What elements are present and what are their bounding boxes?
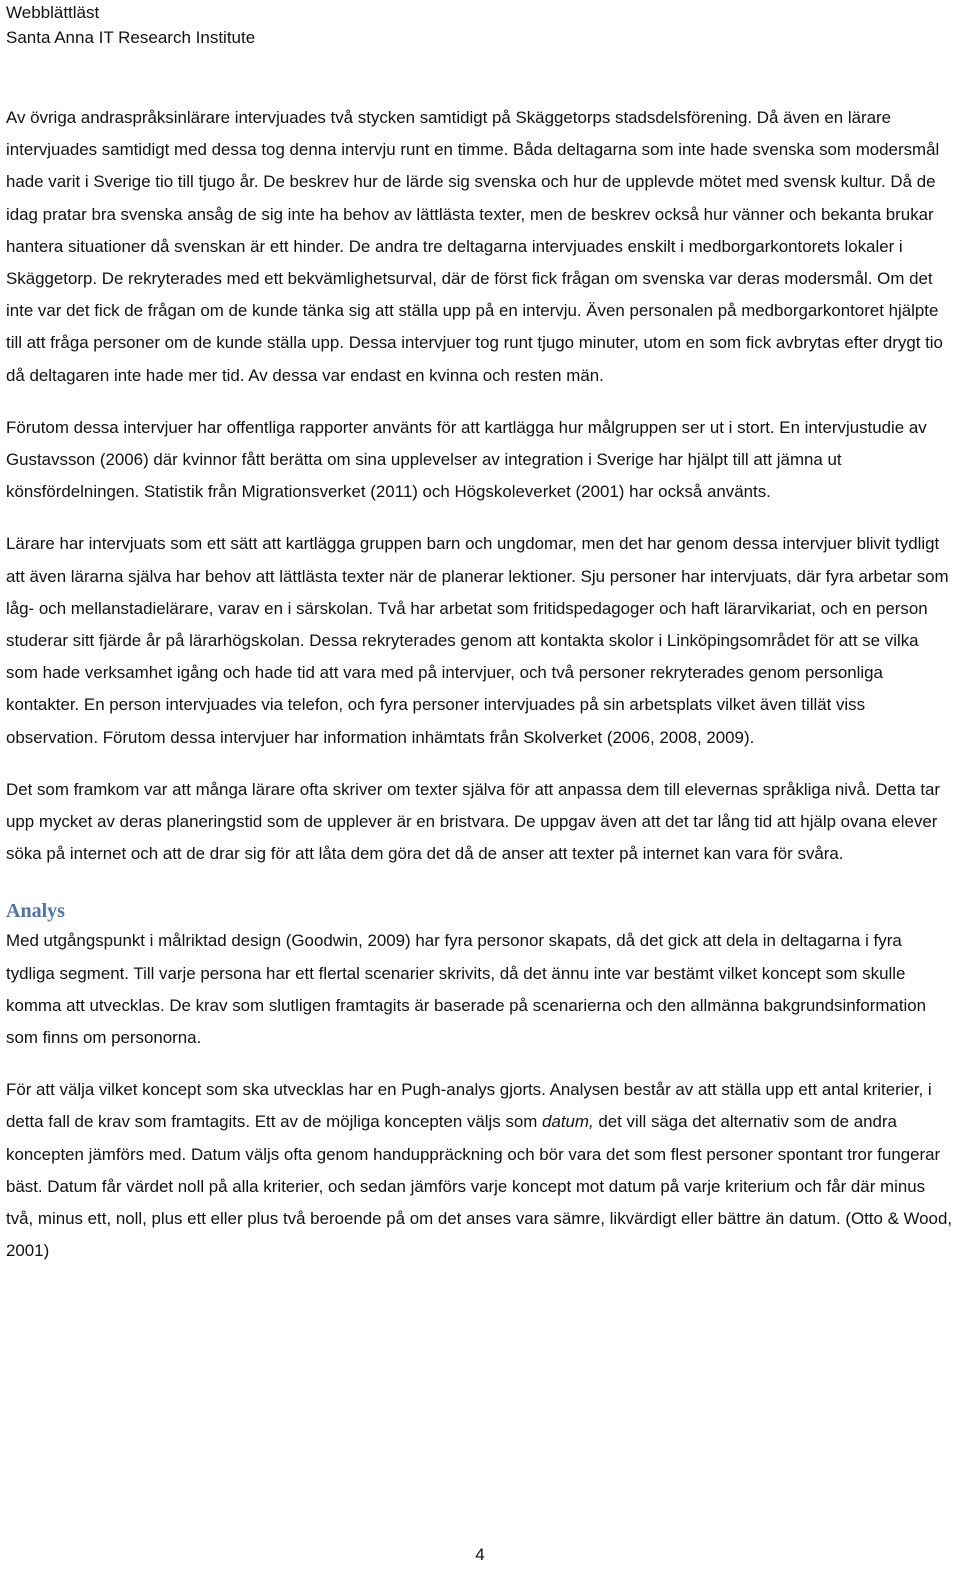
page-footer bbox=[0, 1543, 960, 1567]
paragraph-interviews-immigrants: Av övriga andraspråksinlärare intervjuades två stycken samtidigt på Skäggetorps stadsdelsförening. Då även en lärare intervjuades samtidigt med dessa tog denna intervju runt en timme. Båda deltagarna som inte hade svenska som modersmål hade varit i Sverige tio till tjugo år. De beskrev hur de lärde sig svenska och hur de upplevde mötet med svensk kultur. Då de idag pratar bra svenska ansåg de sig inte ha behov av lättlästa texter, men de beskrev också hur vänner och bekanta brukar hantera situationer då svenskan är ett hinder. De andra tre deltagarna intervjuades enskilt i medborgarkontorets lokaler i Skäggetorp. De rekryterades med ett bekvämlighetsurval, där de först fick frågan om svenska var deras modersmål. Om det inte var det fick de frågan om de kunde tänka sig att ställa upp på en intervju. Även personalen på medborgarkontoret hjälpte till att fråga personer om de kunde ställa upp. Dessa intervjuer tog runt tjugo minuter, utom en som fick avbrytas efter drygt tio då deltagaren inte hade mer tid. Av dessa var endast en kvinna och resten män. bbox=[6, 108, 943, 385]
paragraph-pugh-analysis bbox=[6, 1074, 954, 1267]
pugh-text-start: För att välja vilket koncept som ska utvecklas har en Pugh-analys gjorts. Analysen består av att ställa upp ett antal kriterier, i detta fall de krav som framtagits. Ett av de möjliga koncepten väljs som bbox=[6, 1080, 932, 1132]
header-title: Webblättläst bbox=[6, 3, 100, 22]
page-number: 4 bbox=[475, 1545, 485, 1564]
pugh-text-end: det vill säga det alternativ som de andra koncepten jämförs med. Datum väljs ofta genom handuppräckning och bör vara det som flest personer spontant tror fungerar bäst. Datum får värdet noll på alla kriterier, och sedan jämförs varje koncept mot datum på varje kriterium och får där minus två, minus ett, noll, plus ett eller plus två beroende på om det anses vara sämre, likvärdigt eller bättre än datum. (Otto & Wood, 2001) bbox=[6, 1112, 953, 1261]
paragraph-personas: Med utgångspunkt i målriktad design (Goodwin, 2009) har fyra personor skapats, då det gick att dela in deltagarna i fyra tydliga segment. Till varje persona har ett flertal scenarier skrivits, då det ännu inte var bestämt vilket koncept som skulle komma att utvecklas. De krav som slutligen framtagits är baserade på scenarierna och den allmänna bakgrundsinformation som finns om personorna. bbox=[6, 931, 927, 1048]
page-header bbox=[6, 0, 255, 50]
body-text bbox=[6, 102, 954, 1288]
pugh-datum-term: datum, bbox=[542, 1112, 594, 1132]
paragraph-public-reports: Förutom dessa intervjuer har offentliga rapporter använts för att kartlägga hur målgruppen ser ut i stort. En intervjustudie av Gustavsson (2006) där kvinnor fått berätta om sina upplevelser av integration i Sverige har hjälpt till att jämna ut könsfördelningen. Statistik från Migrationsverket (2011) och Högskoleverket (2001) har också använts. bbox=[6, 417, 927, 502]
paragraph-teacher-findings: Det som framkom var att många lärare ofta skriver om texter själva för att anpassa dem till elevernas språkliga nivå. Detta tar upp mycket av deras planeringstid som de upplever är en bristvara. De uppgav även att det tar lång tid att hjälp ovana elever söka på internet och att de drar sig för att låta dem göra det då de anser att texter på internet kan vara för svåra. bbox=[6, 779, 941, 864]
section-heading-analys: Analys bbox=[6, 900, 65, 923]
paragraph-teacher-interviews: Lärare har intervjuats som ett sätt att kartlägga gruppen barn och ungdomar, men det har genom dessa intervjuer blivit tydligt att även lärarna själva har behov att lättlästa texter när de planerar lektioner. Sju personer har intervjuats, där fyra arbetar som låg- och mellanstadielärare, varav en i särskolan. Två har arbetat som fritidspedagoger och haft lärarvikariat, och en person studerar sitt fjärde år på lärarhögskolan. Dessa rekryterades genom att kontakta skolor i Linköpingsområdet för att se vilka som hade verksamhet igång och hade tid att vara med på intervjuer, och två personer rekryterades genom personliga kontakter. En person intervjuades via telefon, och fyra personer intervjuades på sin arbetsplats vilket även tillät viss observation. Förutom dessa intervjuer har information inhämtats från Skolverket (2006, 2008, 2009). bbox=[6, 534, 949, 747]
header-organization: Santa Anna IT Research Institute bbox=[6, 28, 256, 47]
